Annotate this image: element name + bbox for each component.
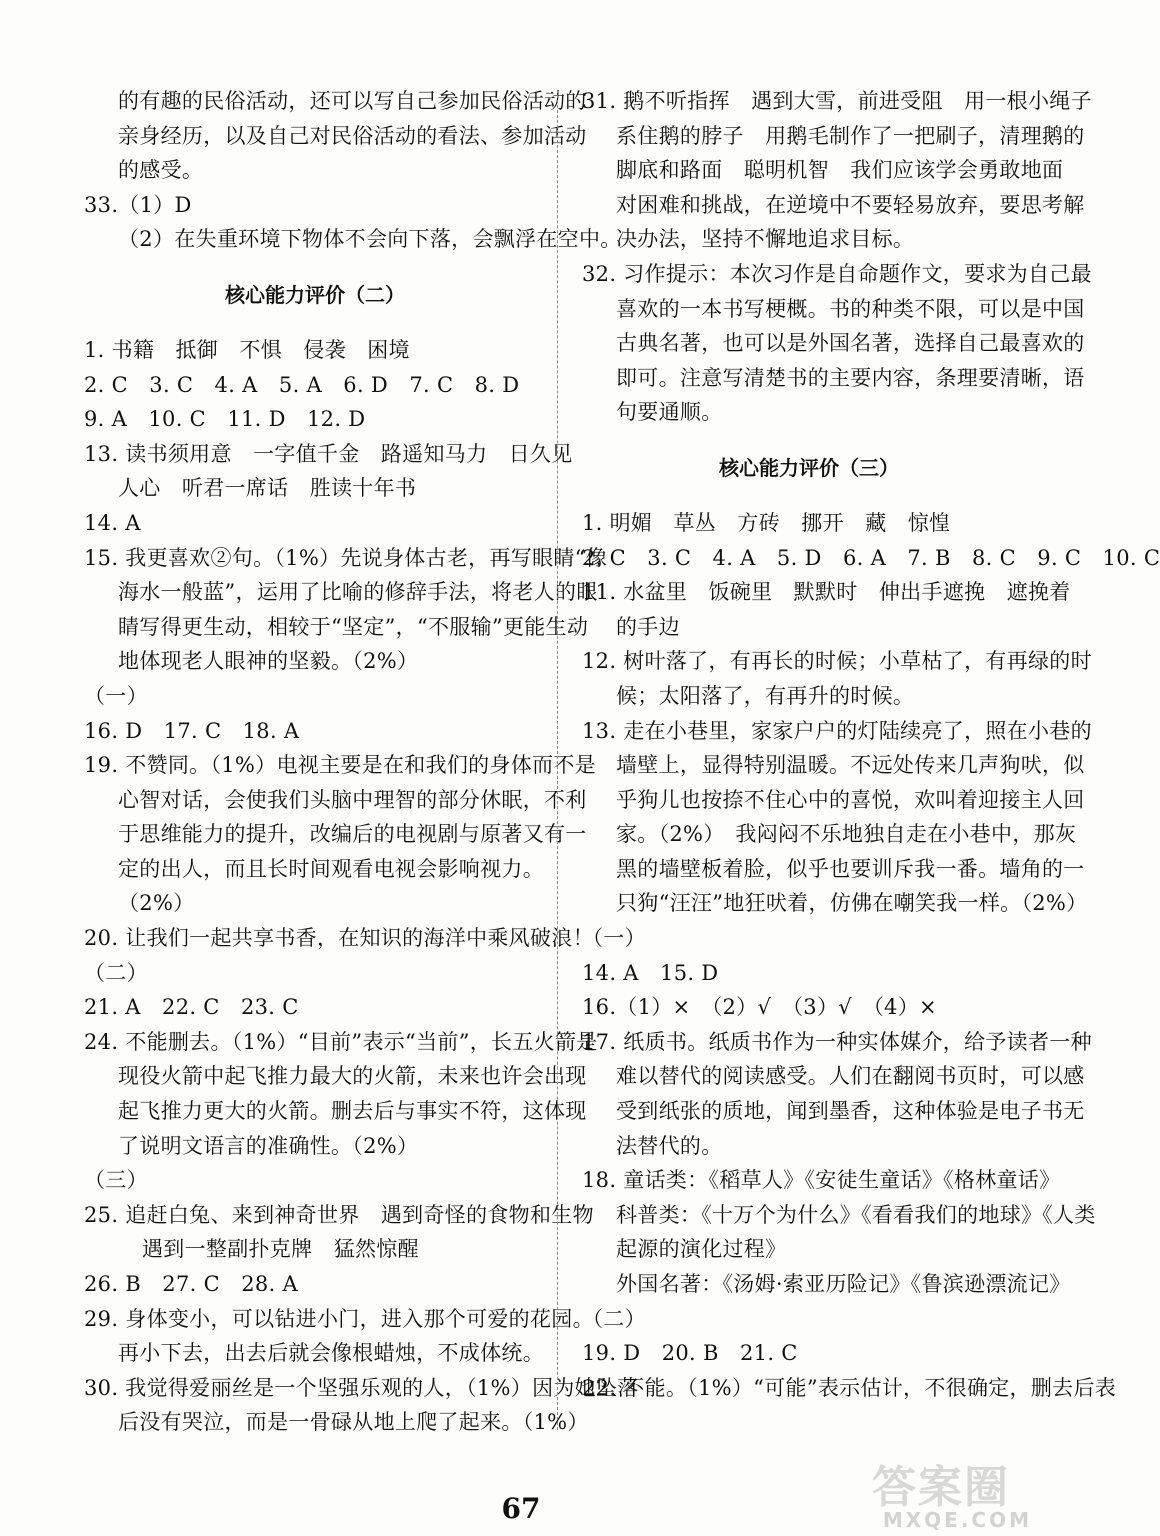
answer-1: 1. 书籍 抵御 不惧 侵袭 困境 — [84, 337, 410, 362]
answer-32-cont: 喜欢的一本书写梗概。书的种类不限，可以是中国 — [616, 296, 1085, 321]
answer-13: 13. 读书须用意 一字值千金 路遥知马力 日久见 — [84, 441, 573, 466]
answer-2-8: 2. C 3. C 4. A 5. A 6. D 7. C 8. D — [84, 372, 520, 397]
answer-18-cont: 外国名著：《汤姆·索亚历险记》《鲁滨逊漂流记》 — [616, 1272, 1071, 1296]
answer-13: 13. 走在小巷里，家家户户的灯陆续亮了，照在小巷的 — [582, 718, 1092, 743]
answer-24-cont: 了说明文语言的准确性。（2%） — [118, 1133, 419, 1158]
watermark-site: MXQE.COM — [882, 1508, 1032, 1532]
answer-13-cont: 只狗“汪汪”地狂吠着，仿佛在嘲笑我一样。（2%） — [616, 891, 1088, 916]
subsection-3: （三） — [84, 1168, 148, 1193]
answer-32-cont: 句要通顺。 — [616, 400, 723, 425]
answer-19: 19. 不赞同。（1%）电视主要是在和我们的身体而不是 — [84, 753, 596, 778]
answer-25: 25. 追赶白兔、来到神奇世界 遇到奇怪的食物和生物 — [84, 1202, 594, 1227]
answer-19-21: 19. D 20. B 21. C — [582, 1341, 798, 1366]
answer-13-cont: 乎狗儿也按捺不住心中的喜悦，欢叫着迎接主人回 — [616, 787, 1085, 812]
answer-12: 12. 树叶落了，有再长的时候；小草枯了，有再绿的时 — [582, 649, 1092, 674]
answer-17: 17. 纸质书。纸质书作为一种实体媒介，给予读者一种 — [582, 1029, 1092, 1054]
answer-19-cont: 于思维能力的提升，改编后的电视剧与原著又有一 — [118, 822, 587, 847]
answer-15-cont: 地体现老人眼神的坚毅。（2%） — [118, 649, 419, 674]
answer-15: 15. 我更喜欢②句。（1%）先说身体古老，再写眼睛“像 — [84, 545, 608, 570]
answer-24-cont: 起飞推力更大的火箭。删去后与事实不符，这体现 — [118, 1099, 587, 1124]
answer-29: 29. 身体变小，可以钻进小门，进入那个可爱的花园。 — [84, 1306, 594, 1331]
text-line: 的感受。 — [118, 158, 204, 183]
answer-33-part2: （2）在失重环境下物体不会向下落，会飘浮在空中。 — [118, 227, 622, 252]
answer-25-cont: 遇到一整副扑克牌 猛然惊醒 — [142, 1237, 419, 1262]
answer-17-cont: 法替代的。 — [616, 1133, 723, 1158]
page-number: 67 — [501, 1492, 541, 1525]
answer-24: 24. 不能删去。（1%）“目前”表示“当前”，长五火箭是 — [84, 1029, 598, 1054]
answer-32-cont: 即可。注意写清楚书的主要内容，条理要清晰，语 — [616, 365, 1085, 390]
answer-1: 1. 明媚 草丛 方砖 挪开 藏 惊惶 — [582, 510, 951, 535]
answer-31-cont: 决办法，坚持不懈地追求目标。 — [616, 227, 915, 252]
answer-19-cont: 心智对话，会使我们头脑中理智的部分休眠，不利 — [118, 787, 587, 812]
answer-29-cont: 再小下去，出去后就会像根蜡烛，不成体统。 — [118, 1341, 544, 1366]
answer-30: 30. 我觉得爱丽丝是一个坚强乐观的人，（1%）因为她坠落 — [84, 1375, 639, 1400]
subsection-2: （二） — [582, 1306, 646, 1331]
right-column — [582, 84, 1160, 1405]
answer-21-23: 21. A 22. C 23. C — [84, 995, 299, 1020]
answer-17-cont: 受到纸张的质地，闻到墨香，这种体验是电子书无 — [616, 1099, 1085, 1124]
answer-17-cont: 难以替代的阅读感受。人们在翻阅书页时，可以感 — [616, 1064, 1085, 1089]
column-divider — [557, 90, 558, 1430]
answer-9-12: 9. A 10. C 11. D 12. D — [84, 407, 366, 432]
answer-14-15: 14. A 15. D — [582, 960, 719, 985]
answer-31-cont: 对困难和挑战，在逆境中不要轻易放弃，要思考解 — [616, 192, 1085, 217]
answer-12-cont: 候；太阳落了，有再升的时候。 — [616, 683, 915, 708]
subsection-1: （一） — [84, 683, 148, 708]
answer-31-cont: 系住鹅的脖子 用鹅毛制作了一把刷子，清理鹅的 — [616, 123, 1085, 148]
answer-13-cont: 墙壁上，显得特别温暖。不远处传来几声狗吠，似 — [616, 753, 1085, 778]
answer-14: 14. A — [84, 510, 141, 535]
section-heading-3: 核心能力评价（三） — [719, 455, 899, 480]
text-line: 亲身经历，以及自己对民俗活动的看法、参加活动 — [118, 123, 587, 148]
answer-15-cont: 睛写得更生动，相较于“坚定”，“不服输”更能生动 — [118, 614, 589, 639]
answer-19-cont: 定的出人，而且长时间观看电视会影响视力。 — [118, 856, 544, 881]
answer-32: 32. 习作提示：本次习作是自命题作文，要求为自己最 — [582, 261, 1092, 286]
answer-15-cont: 海水一般蓝”，运用了比喻的修辞手法，将老人的眼 — [118, 580, 598, 605]
answer-30-cont: 后没有哭泣，而是一骨碌从地上爬了起来。（1%） — [118, 1410, 589, 1435]
answer-16-18: 16. D 17. C 18. A — [84, 718, 300, 743]
answer-13-cont: 人心 听君一席话 胜读十年书 — [118, 476, 417, 501]
answer-31: 31. 鹅不听指挥 遇到大雪，前进受阻 用一根小绳子 — [582, 89, 1092, 113]
answer-26-28: 26. B 27. C 28. A — [84, 1272, 298, 1296]
answer-11-cont: 的手边 — [616, 614, 680, 639]
section-heading-2: 核心能力评价（二） — [225, 282, 405, 307]
answer-20: 20. 让我们一起共享书香，在知识的海洋中乘风破浪！ — [84, 926, 594, 951]
answer-18-cont: 科普类：《十万个为什么》《看看我们的地球》《人类 — [616, 1202, 1096, 1227]
answer-19-cont: （2%） — [118, 891, 195, 916]
text-line: 的有趣的民俗活动，还可以写自己参加民俗活动的 — [118, 89, 587, 113]
answer-11: 11. 水盆里 饭碗里 默默时 伸出手遮挽 遮挽着 — [582, 580, 1071, 605]
answer-33: 33.（1）D — [84, 192, 192, 217]
answer-13-cont: 黑的墙壁板着脸，似乎也要训斥我一番。墙角的一 — [616, 856, 1085, 881]
answer-13-cont: 家。（2%） 我闷闷不乐地独自走在小巷中，那灰 — [616, 822, 1077, 847]
answer-22: 22. 不能。（1%）“可能”表示估计，不很确定，删去后表 — [582, 1375, 1117, 1400]
watermark-logo-text: 答案圈 — [872, 1462, 1010, 1513]
answer-2-10: 2. C 3. C 4. A 5. D 6. A 7. B 8. C 9. C 10. C — [582, 545, 1160, 570]
watermark-logo — [872, 1462, 1032, 1532]
subsection-1: （一） — [582, 926, 646, 951]
answer-18-cont: 起源的演化过程》 — [616, 1237, 787, 1262]
answer-16: 16.（1）× （2）√ （3）√ （4）× — [582, 995, 937, 1020]
answer-18: 18. 童话类：《稻草人》《安徒生童话》《格林童话》 — [582, 1168, 1061, 1193]
answer-32-cont: 古典名著，也可以是外国名著，选择自己最喜欢的 — [616, 331, 1085, 356]
answer-24-cont: 现役火箭中起飞推力最大的火箭，未来也许会出现 — [118, 1064, 587, 1089]
subsection-2: （二） — [84, 960, 148, 985]
left-column — [84, 84, 639, 1440]
answer-31-cont: 脚底和路面 聪明机智 我们应该学会勇敢地面 — [616, 158, 1064, 183]
